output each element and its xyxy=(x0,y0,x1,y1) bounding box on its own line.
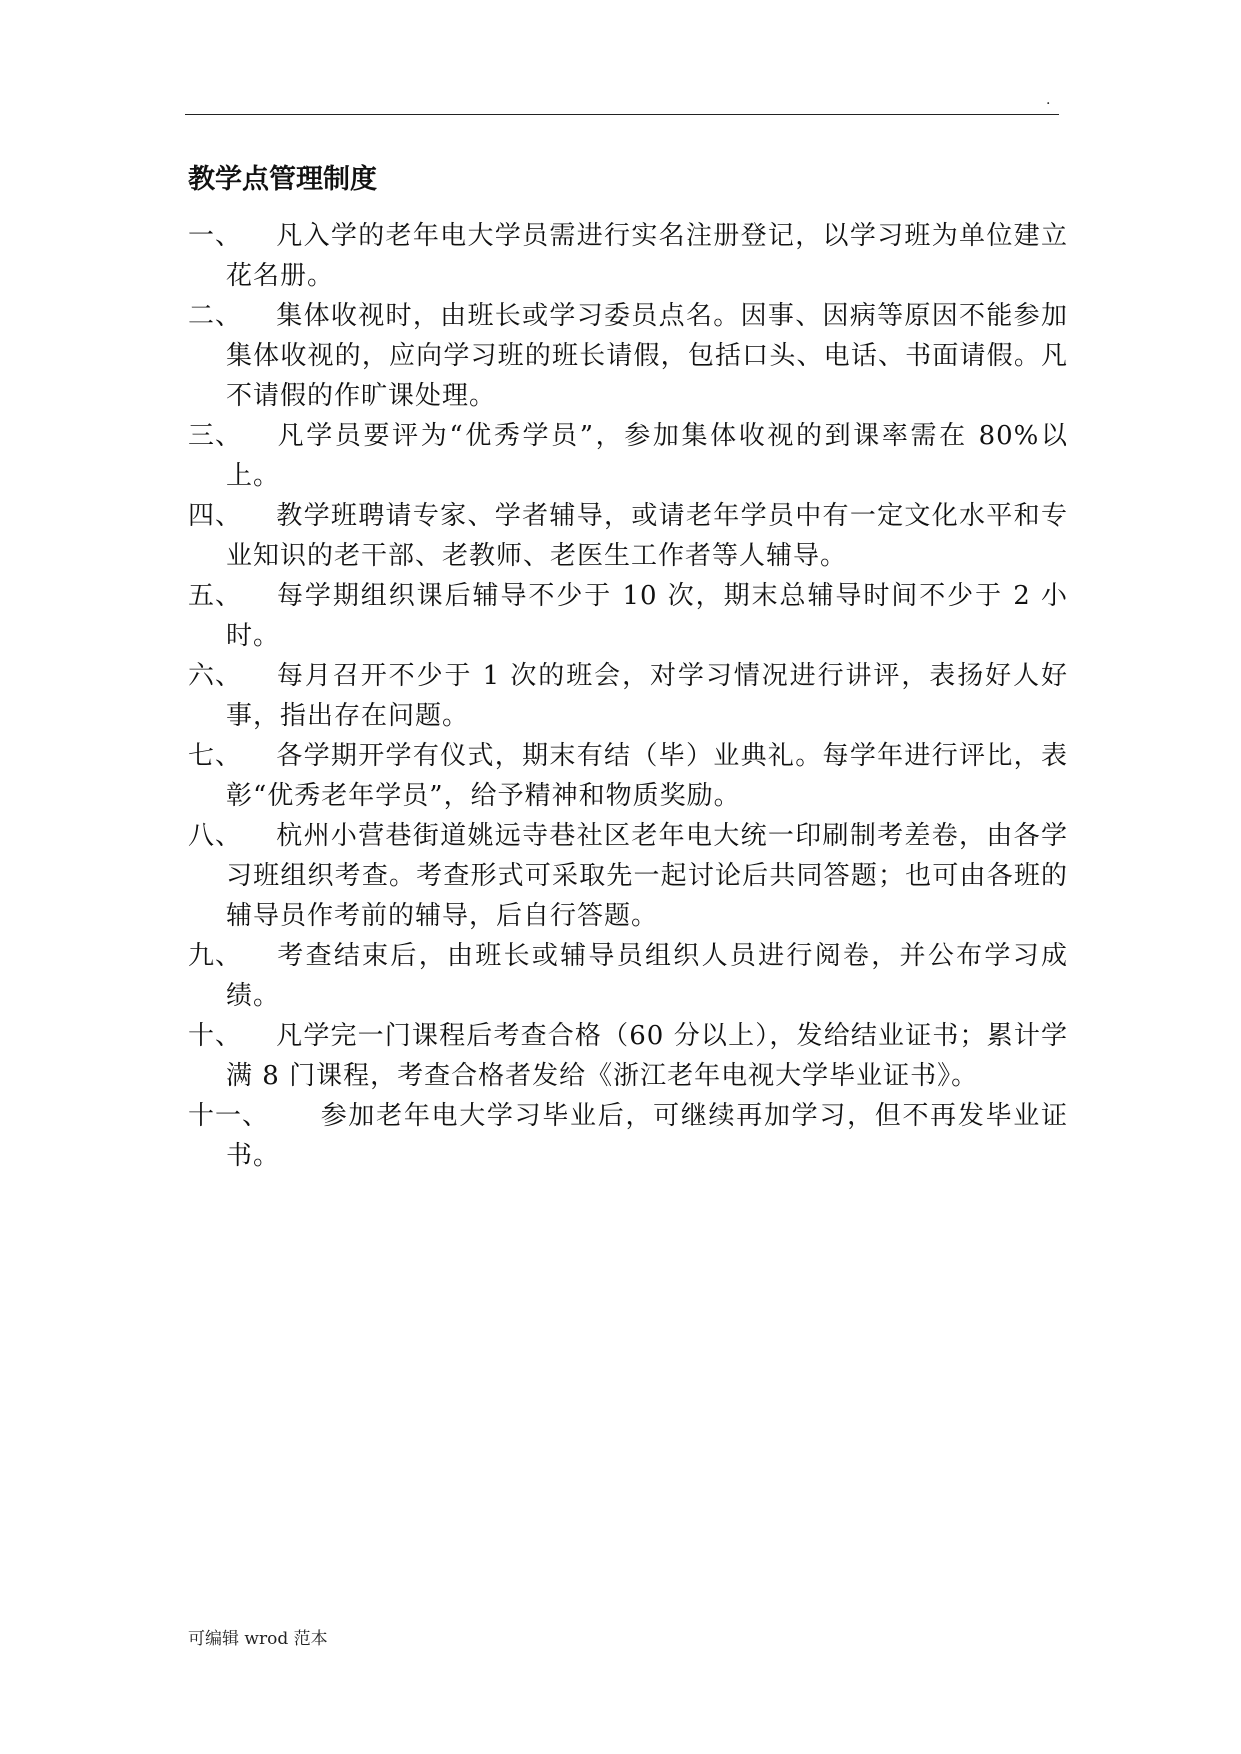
rule-number: 三、 xyxy=(188,421,243,451)
rule-number: 四、 xyxy=(188,501,243,531)
rule-text: 每学期组织课后辅导不少于 10 次，期末总辅导时间不少于 2 小时。 xyxy=(226,581,1068,651)
rule-item xyxy=(188,1016,1068,1096)
rule-text: 凡入学的老年电大学员需进行实名注册登记，以学习班为单位建立花名册。 xyxy=(226,221,1068,291)
rule-number: 一、 xyxy=(188,221,243,251)
document-title: 教学点管理制度 xyxy=(188,164,377,195)
rule-number: 二、 xyxy=(188,301,243,331)
rule-text: 凡学员要评为“优秀学员”，参加集体收视的到课率需在 80%以上。 xyxy=(226,421,1068,491)
rule-text: 各学期开学有仪式，期末有结（毕）业典礼。每学年进行评比，表彰“优秀老年学员”，给予精神和物质奖励。 xyxy=(226,741,1068,811)
rule-text: 集体收视时，由班长或学习委员点名。因事、因病等原因不能参加集体收视的，应向学习班的班长请假，包括口头、电话、书面请假。凡不请假的作旷课处理。 xyxy=(226,301,1068,411)
rule-text: 杭州小营巷街道姚远寺巷社区老年电大统一印刷制考差卷，由各学习班组织考查。考查形式可采取先一起讨论后共同答题；也可由各班的辅导员作考前的辅导，后自行答题。 xyxy=(226,821,1068,931)
rule-text: 教学班聘请专家、学者辅导，或请老年学员中有一定文化水平和专业知识的老干部、老教师、老医生工作者等人辅导。 xyxy=(226,501,1068,571)
rule-number: 七、 xyxy=(188,741,243,771)
rule-text: 每月召开不少于 1 次的班会，对学习情况进行讲评，表扬好人好事，指出存在问题。 xyxy=(226,661,1068,731)
rule-number: 十一、 xyxy=(188,1101,270,1131)
rule-text: 考查结束后，由班长或辅导员组织人员进行阅卷，并公布学习成绩。 xyxy=(226,941,1068,1011)
rule-number: 九、 xyxy=(188,941,243,971)
footer-text: 可编辑 wrod 范本 xyxy=(188,1629,328,1649)
rules-list xyxy=(188,216,1068,1176)
rule-number: 六、 xyxy=(188,661,243,691)
rule-item xyxy=(188,656,1068,736)
rule-number: 八、 xyxy=(188,821,243,851)
rule-item xyxy=(188,416,1068,496)
rule-number: 五、 xyxy=(188,581,243,611)
header-mark: . xyxy=(1046,92,1051,108)
rule-item xyxy=(188,296,1068,416)
rule-number: 十、 xyxy=(188,1021,243,1051)
header-divider xyxy=(185,114,1059,115)
rule-item xyxy=(188,936,1068,1016)
rule-item xyxy=(188,816,1068,936)
rule-text: 参加老年电大学习毕业后，可继续再加学习，但不再发毕业证书。 xyxy=(226,1101,1068,1171)
rule-item xyxy=(188,496,1068,576)
rule-text: 凡学完一门课程后考查合格（60 分以上），发给结业证书；累计学满 8 门课程，考查合格者发给《浙江老年电视大学毕业证书》。 xyxy=(226,1021,1068,1091)
rule-item xyxy=(188,736,1068,816)
rule-item xyxy=(188,576,1068,656)
rule-item xyxy=(188,1096,1068,1176)
rule-item xyxy=(188,216,1068,296)
